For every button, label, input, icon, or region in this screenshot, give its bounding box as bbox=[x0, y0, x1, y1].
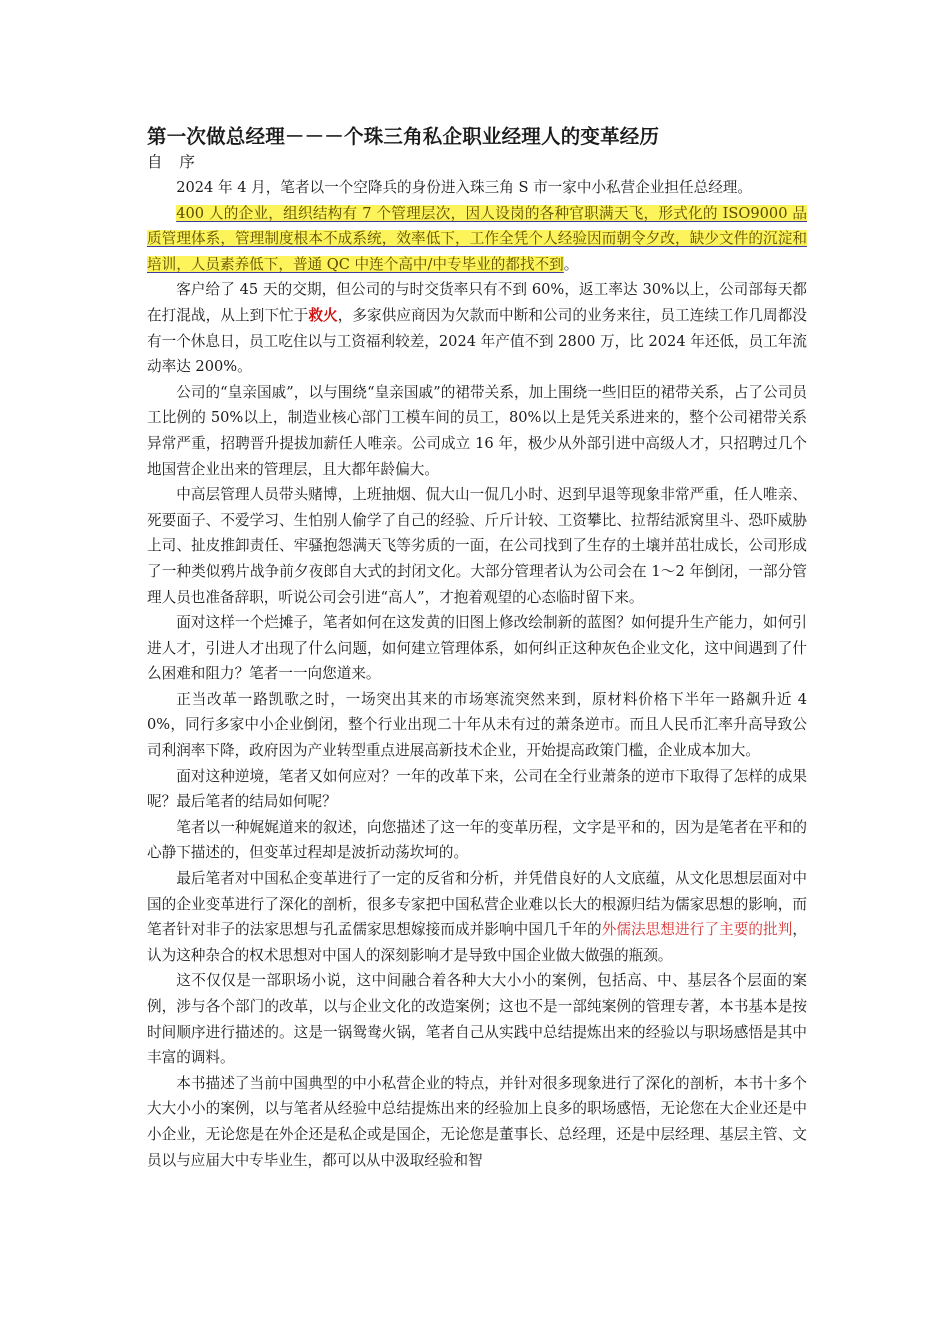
paragraph-5: 中高层管理人员带头赌博，上班抽烟、侃大山一侃几小时、迟到早退等现象非常严重，任人唯亲、死要面子、不爱学习、生怕别人偷学了自己的经验、斤斤计较、工资攀比、拉帮结派窝里斗、恐吓威胁上司、扯皮推卸责任、牢骚抱怨满天飞等劣质的一面，在公司找到了生存的土壤并茁壮成长，公司形成了一种类似鸦片战争前夕夜郎自大式的封闭文化。大部分管理者认为公司会在 1～2 年倒闭，一部分管理人员也准备辞职，听说公司会引进“高人”，才抱着观望的心态临时留下来。 bbox=[147, 486, 807, 606]
paragraph-9: 笔者以一种娓娓道来的叙述，向您描述了这一年的变革历程，文字是平和的，因为是笔者在平和的心静下描述的，但变革过程却是波折动荡坎坷的。 bbox=[147, 818, 807, 862]
paragraph-8: 面对这种逆境，笔者又如何应对？一年的改革下来，公司在全行业萧条的逆市下取得了怎样的成果呢？最后笔者的结局如何呢？ bbox=[147, 767, 807, 811]
highlighted-text: 400 人的企业，组织结构有 7 个管理层次，因人设岗的各种官职满天飞，形式化的 ISO9000 品质管理体系，管理制度根本不成系统，效率低下，工作全凭个人经验因而朝令夕改，缺少文件的沉淀和培训，人员素养低下，普通 QC 中连个高中/中专毕业的都找不到 bbox=[147, 204, 807, 273]
emphasis-firefighting: 救火 bbox=[308, 306, 338, 324]
red-annotation-text: 外儒法思想进行了主要的批判 bbox=[601, 921, 793, 939]
paragraph-3: 客户给了 45 天的交期，但公司的与时交货率只有不到 60%，返工率达 30%以上，公司部每天都在打混战，从上到下忙于救火，多家供应商因为欠款而中断和公司的业务来往，员工连续工作几周都没有一个休息日，员工吃住以与工资福利较差，2024 年产值不到 2800 万，比 2024 年还低，员工年流动率达 200%。 bbox=[147, 281, 807, 376]
paragraph-11: 这不仅仅是一部职场小说，这中间融合着各种大大小小的案例，包括高、中、基层各个层面的案例，涉与各个部门的改革，以与企业文化的改造案例；这也不是一部纯案例的管理专著，本书基本是按时间顺序进行描述的。这是一锅鸳鸯火锅，笔者自己从实践中总结提炼出来的经验以与职场感悟是其中丰富的调料。 bbox=[147, 972, 807, 1067]
paragraph-10: 最后笔者对中国私企变革进行了一定的反省和分析，并凭借良好的人文底蕴，从文化思想层面对中国的企业变革进行了深化的剖析，很多专家把中国私营企业难以长大的根源归结为儒家思想的影响，而笔者针对非子的法家思想与孔孟儒家思想嫁接而成并影响中国几千年的外儒法思想进行了主要的批判，认为这种杂合的权术思想对中国人的深刻影响才是导致中国企业做大做强的瓶颈。 bbox=[147, 870, 807, 964]
preface-heading: 自 序 bbox=[147, 153, 201, 171]
paragraph-2-highlighted: 400 人的企业，组织结构有 7 个管理层次，因人设岗的各种官职满天飞，形式化的 ISO9000 品质管理体系，管理制度根本不成系统，效率低下，工作全凭个人经验因而朝令夕改，缺少文件的沉淀和培训，人员素养低下，普通 QC 中连个高中/中专毕业的都找不到。 bbox=[147, 204, 807, 273]
paragraph-12: 本书描述了当前中国典型的中小私营企业的特点，并针对很多现象进行了深化的剖析，本书十多个大大小小的案例，以与笔者从经验中总结提炼出来的经验加上良多的职场感悟，无论您在大企业还是中小企业，无论您是在外企还是私企或是国企，无论您是董事长、总经理，还是中层经理、基层主管、文员以与应届大中专毕业生，都可以从中汲取经验和智 bbox=[147, 1074, 807, 1169]
paragraph-4: 公司的“皇亲国戚”，以与围绕“皇亲国戚”的裙带关系，加上围绕一些旧臣的裙带关系，占了公司员工比例的 50%以上，制造业核心部门工模车间的员工，80%以上是凭关系进来的，整个公司裙带关系异常严重，招聘晋升提拔加薪任人唯亲。公司成立 16 年，极少从外部引进中高级人才，只招聘过几个地国营企业出来的管理层，且大都年龄偏大。 bbox=[147, 383, 807, 478]
document-title: 第一次做总经理－－－个珠三角私企职业经理人的变革经历 bbox=[147, 125, 660, 148]
paragraph-7: 正当改革一路凯歌之时，一场突出其来的市场寒流突然来到，原材料价格下半年一路飙升近 40%，同行多家中小企业倒闭，整个行业出现二十年从未有过的萧条逆市。而且人民币汇率升高导致公司利润率下降，政府因为产业转型重点进展高新技术企业，开始提高政策门槛，企业成本加大。 bbox=[147, 690, 807, 760]
document-page bbox=[147, 124, 807, 1173]
paragraph-1: 2024 年 4 月，笔者以一个空降兵的身份进入珠三角 S 市一家中小私营企业担任总经理。 bbox=[176, 179, 752, 196]
paragraph-6: 面对这样一个烂摊子，笔者如何在这发黄的旧图上修改绘制新的蓝图？如何提升生产能力，如何引进人才，引进人才出现了什么问题，如何建立管理体系，如何纠正这种灰色企业文化，这中间遇到了什么困难和阻力？笔者一一向您道来。 bbox=[147, 614, 807, 683]
